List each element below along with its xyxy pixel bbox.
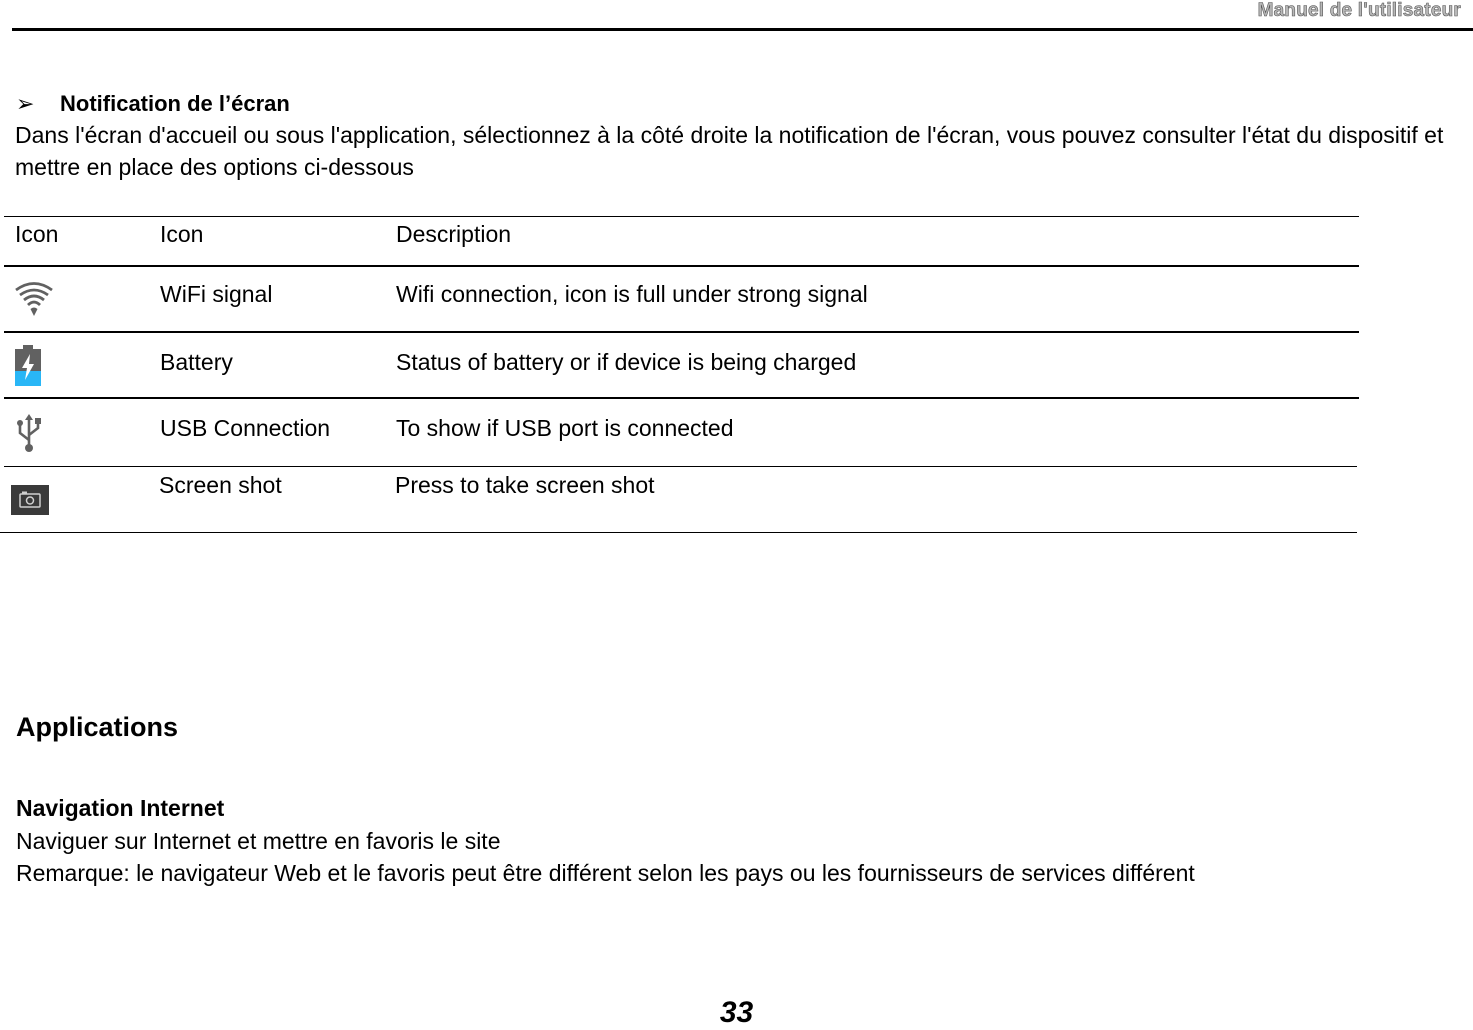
usb-icon	[15, 412, 43, 459]
header-icon-name: Icon	[160, 221, 204, 247]
wifi-icon	[14, 280, 54, 325]
header-icon: Icon	[15, 221, 59, 247]
table-row-usb-description: To show if USB port is connected	[396, 415, 734, 441]
navigation-internet-heading: Navigation Internet	[16, 795, 225, 821]
screenshot-icon	[11, 485, 49, 520]
page-number: 33	[719, 996, 754, 1029]
table-row-wifi-description: Wifi connection, icon is full under strong signal	[396, 281, 868, 307]
row-divider	[4, 466, 1357, 467]
table-row-usb-name: USB Connection	[160, 415, 331, 441]
row-divider	[4, 331, 1359, 333]
navigation-description: Naviguer sur Internet et mettre en favoris le site	[16, 828, 501, 854]
manual-title: Manuel de l'utilisateur	[1257, 0, 1461, 21]
header-bottom-rule	[4, 265, 1359, 267]
row-divider	[4, 397, 1359, 399]
notification-intro: Dans l'écran d'accueil ou sous l'application, sélectionnez à la côté droite la notification de l'écran, vous pouvez consulter l'état du dispositif et mettre en place des options ci-dessous	[15, 122, 1444, 180]
table-row-screenshot-description: Press to take screen shot	[395, 472, 655, 498]
table-row-wifi-name: WiFi signal	[160, 281, 273, 307]
header-description: Description	[396, 221, 512, 247]
table-top-rule	[4, 216, 1359, 217]
notification-heading-text: Notification de l’écran	[60, 91, 290, 116]
arrow-bullet-icon: ➢	[16, 91, 35, 116]
table-row-battery-name: Battery	[160, 349, 233, 375]
table-row-screenshot-name: Screen shot	[159, 472, 282, 498]
header-divider	[12, 28, 1473, 31]
applications-heading: Applications	[16, 712, 179, 742]
table-bottom-rule	[0, 532, 1357, 533]
battery-charging-icon	[14, 345, 42, 392]
notification-heading	[16, 91, 290, 117]
table-row-battery-description: Status of battery or if device is being charged	[396, 349, 857, 375]
navigation-remark: Remarque: le navigateur Web et le favoris peut être différent selon les pays ou les fournisseurs de services différent	[16, 860, 1195, 886]
